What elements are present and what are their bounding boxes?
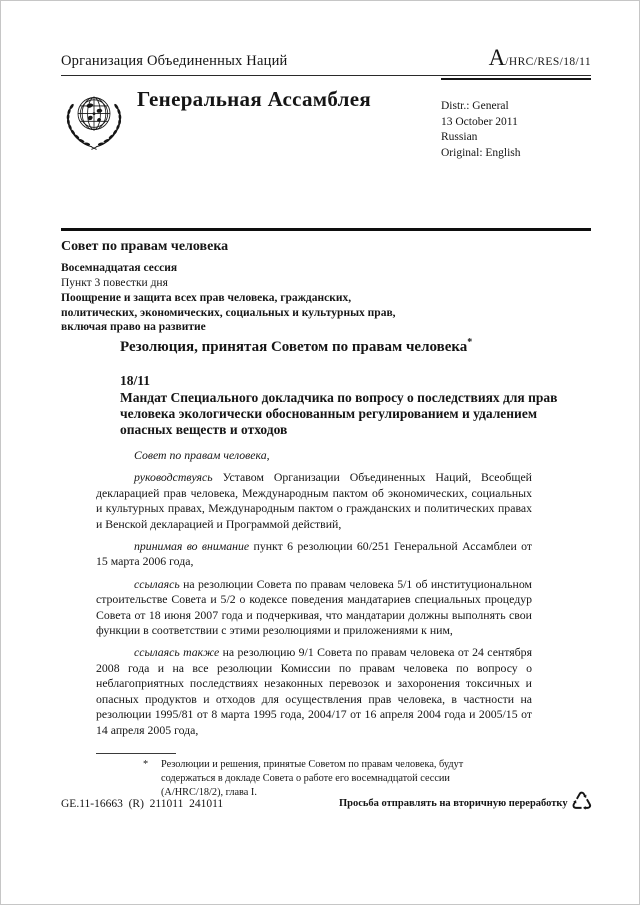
council-name: Совет по правам человека: [61, 239, 229, 254]
doc-symbol-code: /HRC/RES/18/11: [505, 56, 591, 68]
resolution-title-text: Резолюция, принятая Советом по правам человека: [120, 339, 468, 355]
paragraph-text: на резолюции Совета по правам человека 5/1 об институциональном строительстве Совета и 5/2 о кодексе поведения мандатариев специальных процедур Совета от 18 июня 2007 года и подчеркивая, что мандатарии должны выполнять свои функции в соответствии с этими резолюциями и приложениями к ним,: [96, 576, 532, 638]
paragraph-text: на резолюцию 9/1 Совета по правам человека от 24 сентября 2008 года и на все резолюции Комиссии по правам человека по вопросу о неблагоприятных последствиях незаконных перевозок и захоронения токсичных и опасных продуктов и отходов для осуществления прав человека, в частности на резолюции 1995/81 от 8 марта 1995 года, 2004/17 от 16 апреля 2004 года и 2005/15 от 14 апреля 2005 года,: [96, 645, 532, 737]
body-paragraph: [96, 470, 532, 532]
paragraph-lead: ссылаясь также: [134, 645, 220, 660]
body-paragraph: [96, 539, 532, 570]
session-block: [61, 239, 421, 335]
recycle-note: Просьба отправлять на вторичную переработку: [338, 798, 568, 809]
agenda-title: Поощрение и защита всех прав человека, гражданских, политических, экономических, социальных и культурных прав, включая право на развитие: [61, 292, 396, 334]
resolution-number: 18/11: [120, 373, 151, 388]
paragraph-text: пункт 6 резолюции 60/251 Генеральной Ассамблеи от 15 марта 2006 года,: [96, 539, 532, 569]
section-divider: [61, 228, 591, 231]
paragraph-lead: принимая во внимание: [134, 539, 250, 554]
agenda-item: Пункт 3 повестки дня: [61, 276, 168, 289]
footnote-mark: *: [143, 759, 149, 770]
resolution-title: [120, 337, 590, 356]
masthead-rule: [61, 75, 591, 76]
doc-symbol: [489, 45, 591, 71]
paragraph-lead: ссылаясь: [134, 576, 180, 591]
resolution-subtitle: Мандат Специального докладчика по вопросу о последствиях для прав человека экологически обоснованным регулированием и удалением опасных веществ и отходов: [120, 390, 558, 437]
footnote-rule: [96, 753, 176, 754]
org-name: Организация Объединенных Наций: [61, 53, 288, 69]
distr-line: Original: English: [441, 146, 521, 159]
un-emblem-icon: [62, 84, 126, 156]
doc-symbol-rule: [441, 78, 591, 80]
paragraph-lead: Совет по правам человека,: [134, 448, 270, 462]
distr-line: Distr.: General: [441, 100, 509, 112]
distr-line: Russian: [441, 131, 478, 144]
body-paragraph: [96, 645, 532, 737]
assembly-title: Генеральная Ассамблея: [137, 87, 372, 111]
recycle-icon: ♺: [570, 787, 593, 816]
body-paragraph: [96, 577, 532, 639]
footer-ge-code: GE.11-16663 (R) 211011 241011: [61, 798, 224, 810]
distr-block: [441, 99, 521, 161]
resolution-body: [96, 448, 532, 745]
body-paragraph: [96, 448, 532, 463]
distr-line: 13 October 2011: [441, 115, 518, 128]
paragraph-lead: руководствуясь: [134, 470, 213, 485]
doc-symbol-letter: A: [488, 45, 506, 70]
footer-recycle: [338, 787, 593, 816]
footnote-text: Резолюции и решения, принятые Советом по правам человека, будут содержаться в докладе Совета о работе его восемнадцатой сессии (A/HRC/18/2), глава I.: [161, 759, 464, 798]
session-number: Восемнадцатая сессия: [61, 262, 178, 274]
footnote-marker: *: [467, 337, 473, 348]
paragraph-text: Уставом Организации Объединенных Наций, Всеобщей декларацией прав человека, Международным пактом об экономических, социальных и культурных правах, Международным пактом о гражданских и политических правах и Венской декларацией и Программой действий,: [96, 470, 532, 531]
